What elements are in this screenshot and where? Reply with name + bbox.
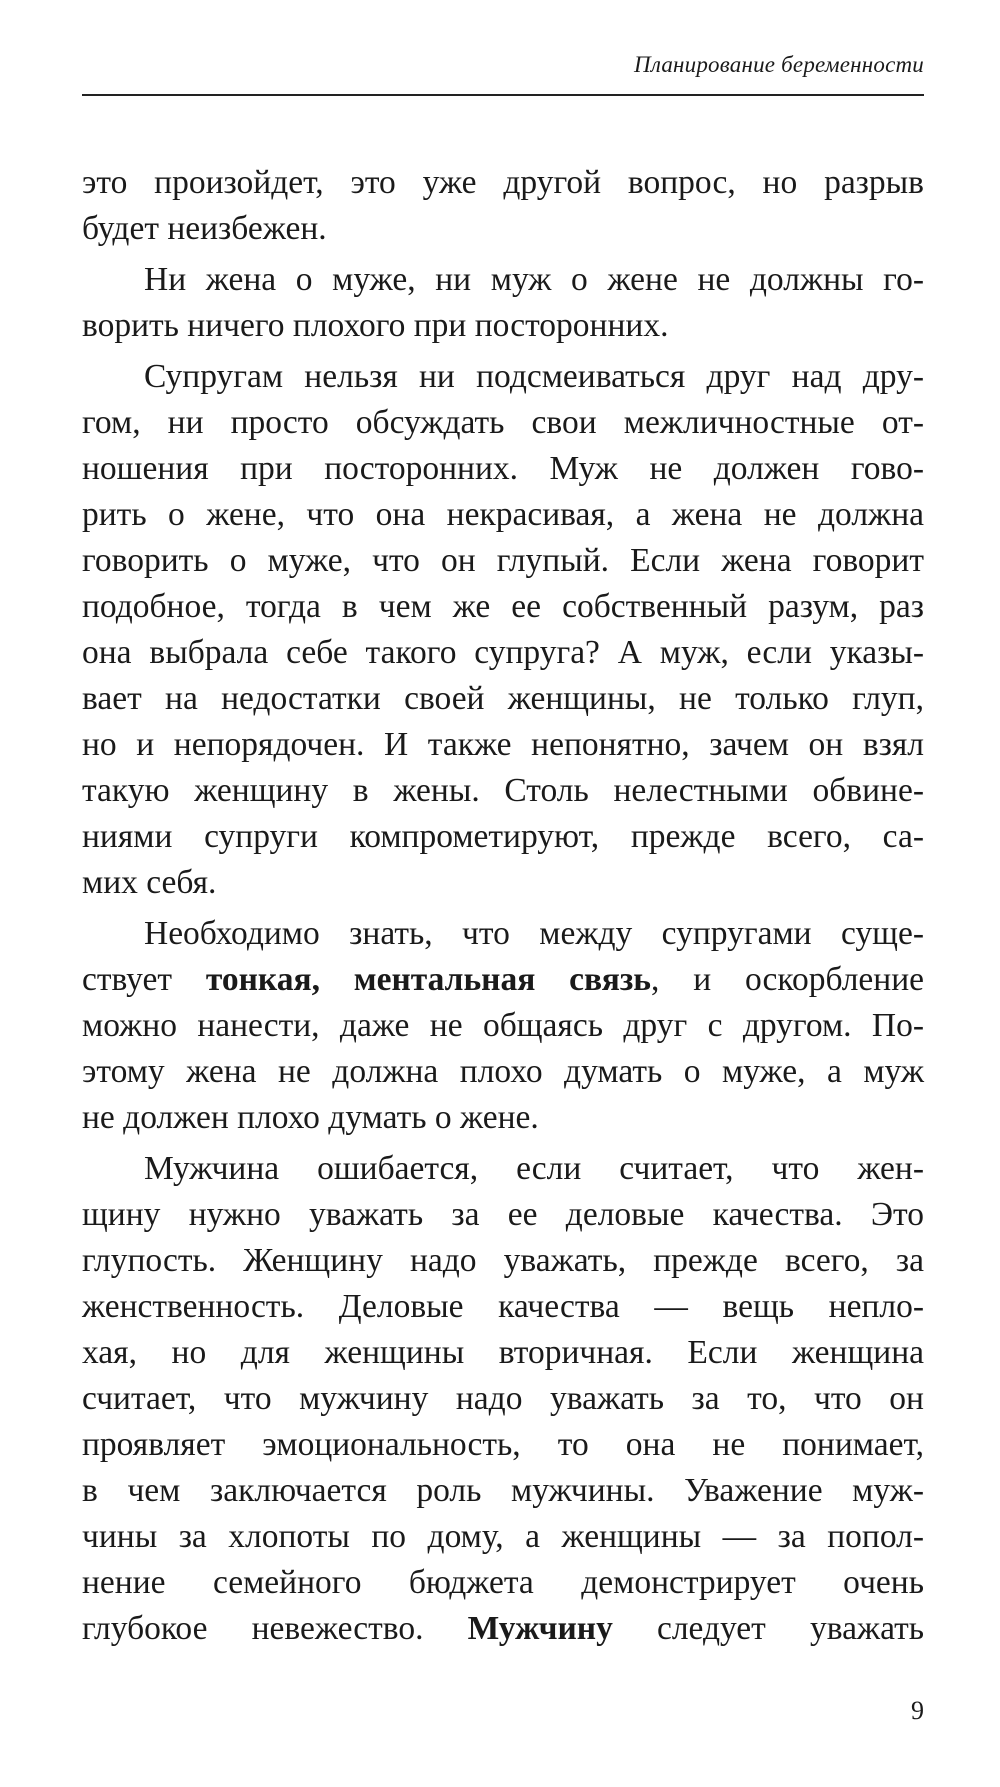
text-line: Необходимо знать, что между супругами суще- bbox=[144, 915, 924, 952]
text-line: хая, но для женщины вторичная. Если женщина bbox=[82, 1334, 924, 1371]
text-line: подобное, тогда в чем же ее собственный разум, раз bbox=[82, 588, 924, 625]
text-line: Мужчина ошибается, если считает, что жен- bbox=[144, 1150, 924, 1187]
text-run: ствует bbox=[82, 961, 206, 998]
text-line: глупость. Женщину надо уважать, прежде всего, за bbox=[82, 1242, 924, 1279]
text-line: ношения при посторонних. Муж не должен гово- bbox=[82, 450, 924, 487]
body-text bbox=[82, 160, 924, 1652]
text-run: глубокое невежество. bbox=[82, 1610, 468, 1647]
bold-emphasis: тонкая, ментальная связь bbox=[205, 961, 651, 998]
running-head: Планирование беременности bbox=[634, 52, 924, 77]
text-line bbox=[82, 957, 924, 1003]
text-line: мих себя. bbox=[82, 864, 217, 901]
text-line: считает, что мужчину надо уважать за то, что он bbox=[82, 1380, 924, 1417]
text-line: ворить ничего плохого при посторонних. bbox=[82, 307, 669, 344]
text-line: женственность. Деловые качества — вещь непло- bbox=[82, 1288, 924, 1325]
paragraph bbox=[82, 911, 924, 1141]
text-line: будет неизбежен. bbox=[82, 210, 327, 247]
text-line bbox=[82, 1606, 924, 1652]
header-rule bbox=[82, 94, 924, 96]
bold-emphasis: Мужчину bbox=[467, 1610, 613, 1647]
text-line: вает на недостатки своей женщины, не только глуп, bbox=[82, 680, 924, 717]
text-line: ниями супруги компрометируют, прежде всего, са- bbox=[82, 818, 924, 855]
text-line: нение семейного бюджета демонстрирует очень bbox=[82, 1564, 924, 1601]
text-line: можно нанести, даже не общаясь друг с другом. По- bbox=[82, 1007, 924, 1044]
text-line: проявляет эмоциональность, то она не понимает, bbox=[82, 1426, 924, 1463]
text-line: говорить о муже, что он глупый. Если жена говорит bbox=[82, 542, 924, 579]
text-line: рить о жене, что она некрасивая, а жена не должна bbox=[82, 496, 924, 533]
text-line: гом, ни просто обсуждать свои межличностные от- bbox=[82, 404, 924, 441]
paragraph bbox=[82, 354, 924, 906]
paragraph bbox=[82, 160, 924, 252]
page-number: 9 bbox=[911, 1696, 924, 1725]
text-line: не должен плохо думать о жене. bbox=[82, 1099, 539, 1136]
text-line: этому жена не должна плохо думать о муже, а муж bbox=[82, 1053, 924, 1090]
text-line: щину нужно уважать за ее деловые качества. Это bbox=[82, 1196, 924, 1233]
text-run: , и оскорбление bbox=[651, 961, 925, 998]
text-line: это произойдет, это уже другой вопрос, но разрыв bbox=[82, 164, 924, 201]
text-line: в чем заключается роль мужчины. Уважение муж- bbox=[82, 1472, 924, 1509]
text-line: но и непорядочен. И также непонятно, зачем он взял bbox=[82, 726, 924, 763]
paragraph bbox=[82, 1146, 924, 1652]
text-line: Ни жена о муже, ни муж о жене не должны го- bbox=[144, 261, 924, 298]
paragraph bbox=[82, 257, 924, 349]
text-line: такую женщину в жены. Столь нелестными обвине- bbox=[82, 772, 924, 809]
text-line: чины за хлопоты по дому, а женщины — за попол- bbox=[82, 1518, 924, 1555]
text-line: Супругам нельзя ни подсмеиваться друг над дру- bbox=[144, 358, 924, 395]
text-run: следует уважать bbox=[612, 1610, 924, 1647]
text-line: она выбрала себе такого супруга? А муж, если указы- bbox=[82, 634, 924, 671]
